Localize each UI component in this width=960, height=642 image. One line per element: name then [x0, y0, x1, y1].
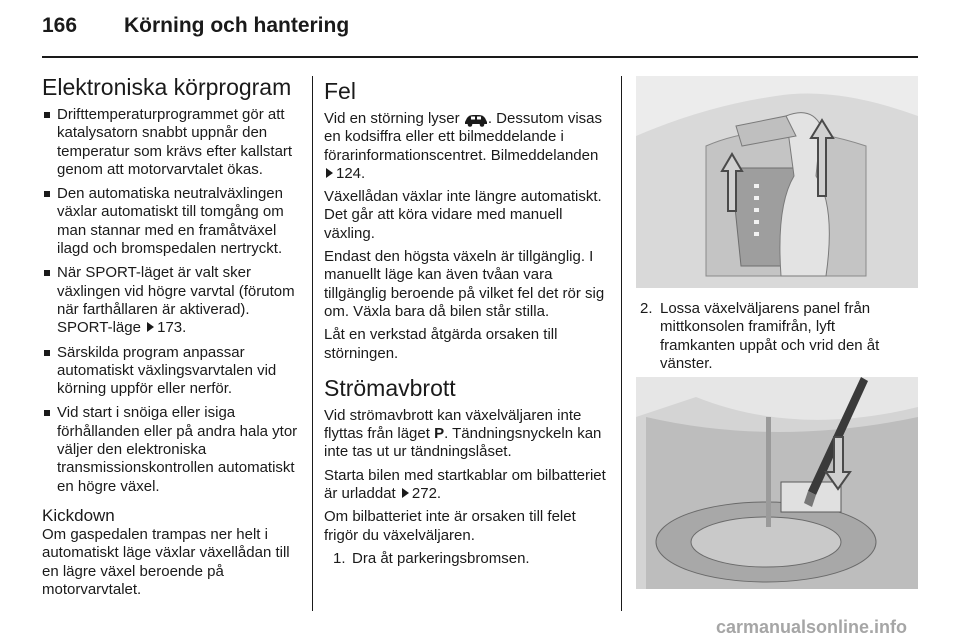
power-paragraph-3: Om bilbatteriet inte är orsaken till felet frigör du växelväljaren.	[324, 508, 576, 544]
column-divider-2	[621, 76, 622, 611]
header-rule	[42, 56, 918, 58]
power-paragraph-1: Vid strömavbrott kan växelväljaren inte flyttas från läget P. Tändningsnyckeln kan inte tas ut ur tändningslåset.	[324, 406, 602, 461]
power-paragraph-2: Starta bilen med startkablar om bilbatteriet är urladdat 272.	[324, 466, 606, 503]
page-ref-link[interactable]: 173.	[157, 319, 187, 337]
transmission-fault-car-icon	[464, 113, 488, 127]
section-heading-kickdown: Kickdown	[42, 505, 115, 525]
column-2	[324, 78, 609, 568]
step-2: 2. Lossa växelväljarens panel från mittkonsolen framifrån, lyft framkanten uppåt och vrid den åt vänster.	[640, 300, 880, 372]
panel-removal-illustration	[636, 377, 918, 589]
kickdown-text: Om gaspedalen trampas ner helt i automatiskt läge växlar växellådan till en lägre växel beroende på motorvarvtalet.	[42, 525, 290, 598]
page-ref-link[interactable]: 272.	[411, 485, 442, 503]
bullet-icon	[44, 350, 50, 356]
page-ref-link[interactable]: 124.	[336, 164, 366, 182]
page-ref-arrow-icon	[326, 168, 333, 178]
bullet-icon	[44, 112, 50, 118]
list-item: Drifttemperaturprogrammet gör att katalysatorn snabbt uppnår den temperatur som krävs efter kallstart genom att motorvarvtalet ökas.	[42, 106, 304, 179]
section-heading-electronic-programs: Elektroniska körprogram	[42, 74, 292, 100]
page-number: 166	[42, 14, 78, 37]
bullet-icon	[44, 410, 50, 416]
list-item: Vid start i snöiga eller isiga förhållanden eller på andra hala ytor väljer den elektroniska transmissionskontrollen automatiskt en högre växel.	[42, 404, 304, 495]
gear-selector-illustration	[636, 76, 918, 288]
section-heading-power-failure: Strömavbrott	[324, 374, 456, 401]
section-heading-fault: Fel	[324, 78, 356, 104]
page-ref-arrow-icon	[402, 488, 409, 498]
fault-paragraph-1: Vid en störning lyser . Dessutom visas en kodsiffra eller ett bilmeddelande i förarinformationscentret. Bilmeddelanden 124.	[324, 110, 603, 182]
bullet-icon	[44, 191, 50, 197]
column-3	[636, 300, 906, 373]
list-item: Den automatiska neutralväxlingen växlar automatiskt till tomgång om man stannar med en framåtväxel ilagd och bromspedalen nertryckt.	[42, 185, 304, 258]
fault-paragraph-3: Endast den högsta växeln är tillgänglig. I manuellt läge kan även tvåan vara tillgänglig beroende på vilket fel det rör sig om. Växla bara då bilen står stilla.	[324, 248, 605, 320]
bullet-icon	[44, 270, 50, 276]
fault-paragraph-4: Låt en verkstad åtgärda orsaken till störningen.	[324, 326, 558, 362]
page-title: Körning och hantering	[124, 14, 350, 37]
fault-paragraph-2: Växellådan växlar inte längre automatiskt. Det går att köra vidare med manuell växling.	[324, 188, 602, 242]
list-item: Särskilda program anpassar automatiskt växlingsvarvtalen vid körning uppför eller nerför.	[42, 344, 304, 399]
step-1: 1. Dra åt parkeringsbromsen.	[333, 549, 530, 567]
page-ref-arrow-icon	[147, 322, 154, 332]
column-1	[42, 74, 304, 604]
watermark: carmanualsonline.info	[716, 617, 908, 637]
list-item: När SPORT-läget är valt sker växlingen vid högre varvtal (förutom när farthållaren är aktiverad). SPORT-läge 173.	[42, 264, 304, 337]
column-divider-1	[312, 76, 313, 611]
